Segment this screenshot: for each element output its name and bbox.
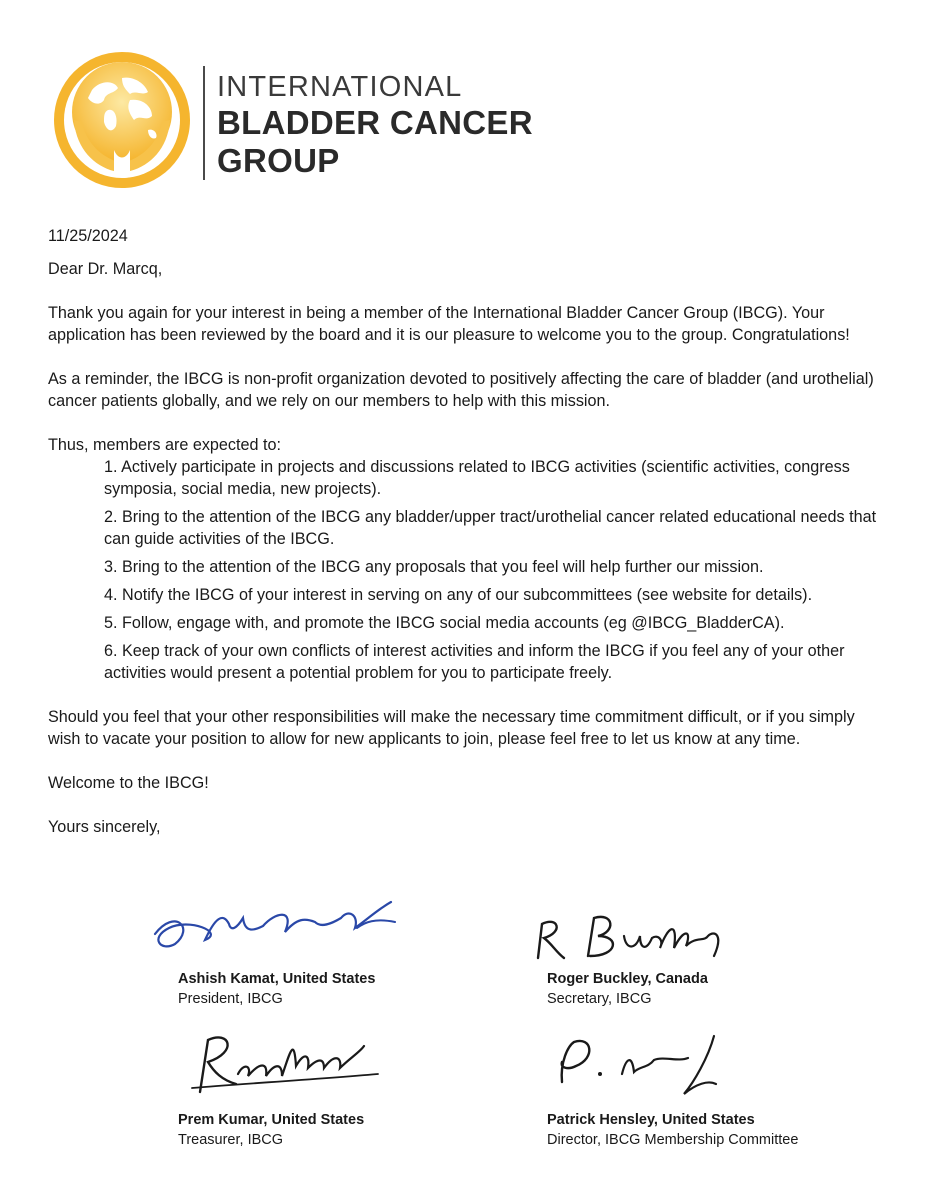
paragraph-reminder: As a reminder, the IBCG is non-profit organization devoted to positively affecting the care of bladder (and urothelial) cancer patients globally, and we rely on our members to help with this mission. — [48, 370, 874, 410]
expectations-intro: Thus, members are expected to: — [48, 436, 282, 454]
list-item: 4. Notify the IBCG of your interest in serving on any of our subcommittees (see website for details). — [104, 586, 813, 604]
org-name-line3: GROUP — [217, 142, 340, 179]
logo-divider — [203, 66, 205, 180]
signatory-title: Director, IBCG Membership Committee — [547, 1132, 799, 1148]
signatory-hensley — [547, 1110, 798, 1150]
signoff: Yours sincerely, — [48, 818, 161, 836]
letter-body — [48, 225, 888, 838]
signatory-name: Roger Buckley, Canada — [547, 971, 708, 987]
signatory-kumar — [178, 1110, 364, 1150]
signature-buckley — [528, 906, 738, 966]
list-item: 6. Keep track of your own conflicts of interest activities and inform the IBCG if you feel any of your other activities would present a potential problem for you to participate freely. — [104, 642, 845, 682]
signature-kumar — [178, 1022, 388, 1100]
globe-hands-icon — [52, 50, 192, 190]
signature-kamat — [145, 888, 410, 968]
paragraph-welcome: Thank you again for your interest in being a member of the International Bladder Cancer Group (IBCG). Your application has been reviewed by the board and it is our pleasure to welcome you to the group. Congratulations! — [48, 304, 850, 344]
signatory-title: Secretary, IBCG — [547, 991, 652, 1007]
list-item: 1. Actively participate in projects and discussions related to IBCG activities (scientific activities, congress symposia, social media, new projects). — [104, 458, 850, 498]
signatory-title: President, IBCG — [178, 991, 283, 1007]
org-name-line2: BLADDER CANCER — [217, 104, 533, 141]
signatory-title: Treasurer, IBCG — [178, 1132, 284, 1148]
signatory-buckley — [547, 969, 708, 1009]
signature-hensley — [548, 1022, 738, 1102]
org-name-line1: INTERNATIONAL — [217, 71, 463, 103]
list-item: 3. Bring to the attention of the IBCG any proposals that you feel will help further our mission. — [104, 558, 764, 576]
welcome-line: Welcome to the IBCG! — [48, 774, 209, 792]
org-name — [217, 70, 533, 180]
signatory-name: Ashish Kamat, United States — [178, 971, 376, 987]
list-item: 5. Follow, engage with, and promote the IBCG social media accounts (eg @IBCG_BladderCA). — [104, 614, 785, 632]
signatory-name: Prem Kumar, United States — [178, 1112, 365, 1128]
list-item: 2. Bring to the attention of the IBCG any bladder/upper tract/urothelial cancer related educational needs that can guide activities of the IBCG. — [104, 508, 877, 548]
paragraph-responsibilities: Should you feel that your other responsibilities will make the necessary time commitment difficult, or if you simply wish to vacate your position to allow for new applicants to join, please feel free to let us know at any time. — [48, 708, 855, 748]
ibcg-logo — [52, 50, 192, 190]
letter-date: 11/25/2024 — [48, 227, 128, 245]
letter-greeting: Dear Dr. Marcq, — [48, 260, 163, 278]
signatory-name: Patrick Hensley, United States — [547, 1112, 755, 1128]
signatory-kamat — [178, 969, 375, 1009]
expectations-list — [48, 456, 888, 684]
